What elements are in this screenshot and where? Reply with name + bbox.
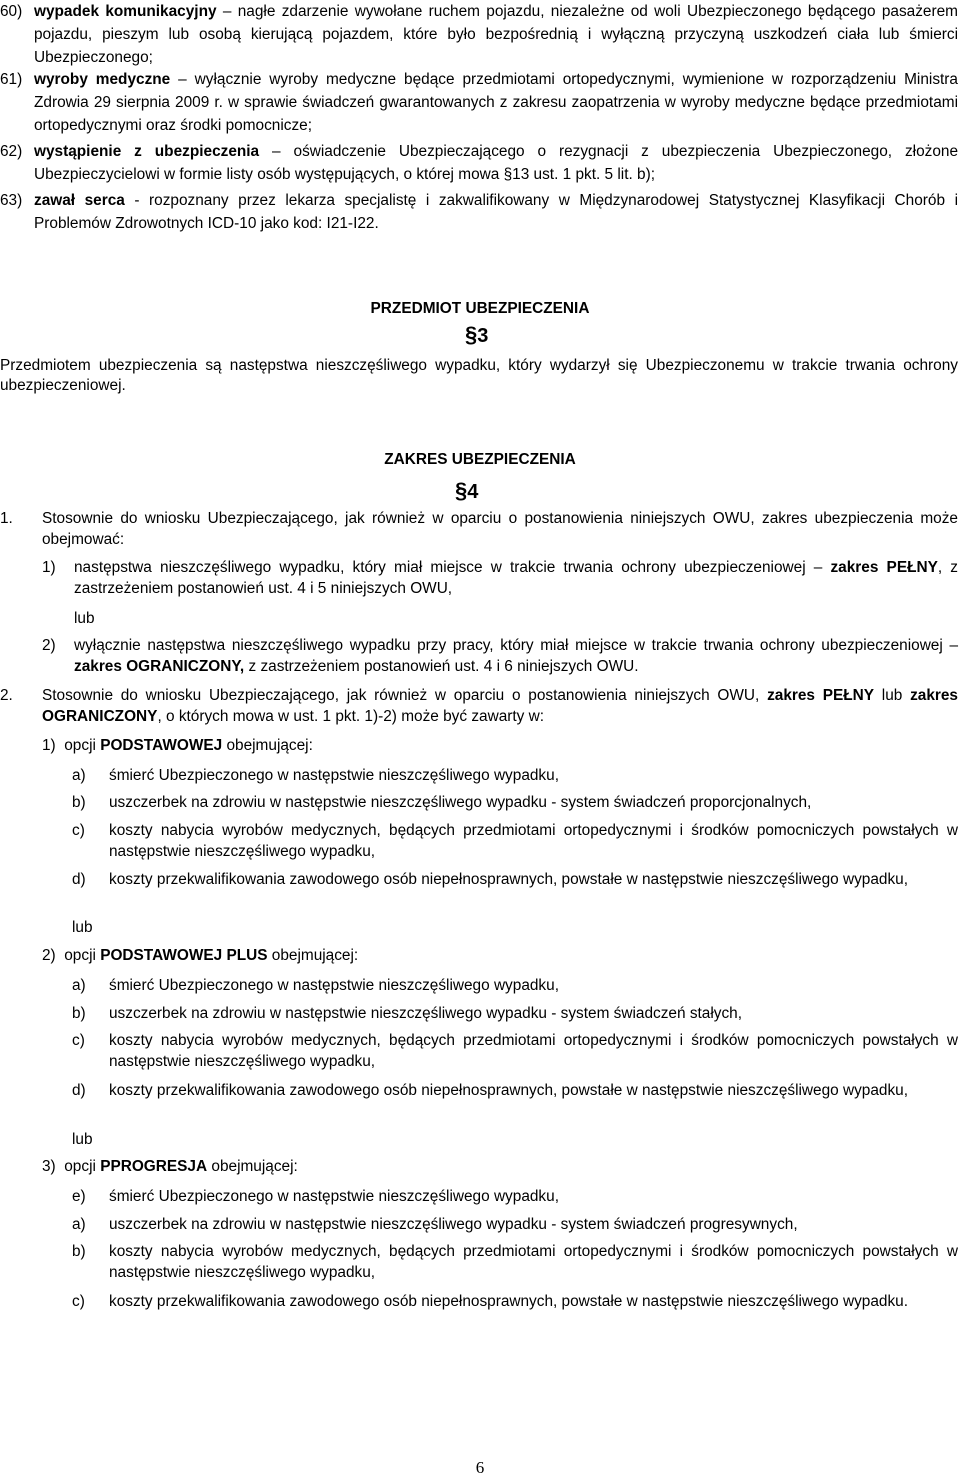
definition-term: wystąpienie z ubezpieczenia	[34, 143, 260, 160]
option-2-item-a: a) śmierć Ubezpieczonego w następstwie nieszczęśliwego wypadku,	[72, 977, 559, 994]
option-3-item-b: b) koszty nabycia wyrobów medycznych, będących przedmiotami ortopedycznymi i środków pomocniczych powstałych w następstwie nieszczęśliwego wypadku,	[72, 1243, 958, 1281]
definition-term: zawał serca	[34, 192, 125, 209]
definition-term: wypadek komunikacyjny	[34, 3, 217, 20]
definition-text: oświadczenie Ubezpieczającego o rezygnacji z ubezpieczenia Ubezpieczonego, złożone Ubezpieczycielowi w formie listy osób występujących, o której mowa §13 ust. 1 pkt. 5 lit. b);	[34, 143, 958, 183]
definition-term: wyroby medyczne	[34, 71, 171, 88]
lub-connector: lub	[72, 919, 93, 936]
definition-60: 60) wypadek komunikacyjny – nagłe zdarzenie wywołane ruchem pojazdu, niezależne od woli Ubezpieczonego będącego pasażerem pojazdu, pieszym lub osobą kierującą pojazdem, które było bezpośrednią i wyłączną przyczyną uszkodzeń ciała lub śmierci Ubezpieczonego;	[0, 0, 958, 69]
option-1-item-d: d) koszty przekwalifikowania zawodowego osób niepełnosprawnych, powstałe w następstwie nieszczęśliwego wypadku,	[72, 871, 909, 888]
section-3-number: §3	[465, 322, 489, 347]
definition-number: 63)	[0, 192, 23, 209]
option-3-item-e: e) śmierć Ubezpieczonego w następstwie nieszczęśliwego wypadku,	[72, 1188, 559, 1205]
option-2-item-b: b) uszczerbek na zdrowiu w następstwie nieszczęśliwego wypadku - system świadczeń stałych,	[72, 1005, 742, 1022]
definition-61: 61) wyroby medyczne – wyłącznie wyroby medyczne będące przedmiotami ortopedycznymi, wymienione w rozporządzeniu Ministra Zdrowia 29 sierpnia 2009 r. w sprawie świadczeń gwarantowanych z zakresu zaopatrzenia w wyroby medyczne będące przedmiotami ortopedycznymi oraz środki pomocnicze;	[0, 68, 958, 137]
page-number: 6	[475, 1458, 485, 1477]
paragraph-1-item-2: 2) wyłącznie następstwa nieszczęśliwego wypadku przy pracy, który miał miejsce w trakcie trwania ochrony ubezpieczeniowej – zakres OGRANICZONY, z zastrzeżeniem postanowień ust. 4 i 6 niniejszych OWU.	[42, 637, 958, 675]
option-3-item-a: a) uszczerbek na zdrowiu w następstwie nieszczęśliwego wypadku - system świadczeń progresywnych,	[72, 1216, 798, 1233]
paragraph-1: 1. Stosownie do wniosku Ubezpieczającego, jak również w oparciu o postanowienia niniejszych OWU, zakres ubezpieczenia może obejmować:	[0, 510, 958, 548]
section-3-text: Przedmiotem ubezpieczenia są następstwa nieszczęśliwego wypadku, który wydarzył się Ubezpieczonemu w trakcie trwania ochrony ubezpieczeniowej.	[0, 357, 958, 394]
definition-text: wyłącznie wyroby medyczne będące przedmiotami ortopedycznymi, wymienione w rozporządzeniu Ministra Zdrowia 29 sierpnia 2009 r. w sprawie świadczeń gwarantowanych z zakresu zaopatrzenia w wyroby medyczne będące przedmiotami ortopedycznymi oraz środki pomocnicze;	[34, 71, 958, 134]
definition-text: nagłe zdarzenie wywołane ruchem pojazdu, niezależne od woli Ubezpieczonego będącego pasażerem pojazdu, pieszym lub osobą kierującą pojazdem, które było bezpośrednią i wyłączną przyczyną uszkodzeń ciała lub śmierci Ubezpieczonego;	[34, 3, 958, 66]
lub-connector: lub	[72, 1131, 93, 1148]
option-1-item-b: b) uszczerbek na zdrowiu w następstwie nieszczęśliwego wypadku - system świadczeń proporcjonalnych,	[72, 794, 812, 811]
definition-number: 60)	[0, 3, 23, 20]
option-1-item-c: c) koszty nabycia wyrobów medycznych, będących przedmiotami ortopedycznymi i środków pomocniczych powstałych w następstwie nieszczęśliwego wypadku,	[72, 822, 958, 860]
lub-connector: lub	[74, 610, 95, 627]
definition-63	[0, 189, 958, 235]
definition-number: 61)	[0, 71, 23, 88]
definition-text: - rozpoznany przez lekarza specjalistę i zakwalifikowany w Międzynarodowej Statystycznej Klasyfikacji Chorób i Problemów Zdrowotnych ICD-10 jako kod: I21-I22.	[34, 192, 958, 232]
option-progresja: 3) opcji PPROGRESJA obejmującej:	[42, 1158, 298, 1175]
option-podstawowa-plus: 2) opcji PODSTAWOWEJ PLUS obejmującej:	[42, 947, 359, 964]
definition-62: 62) wystąpienie z ubezpieczenia – oświadczenie Ubezpieczającego o rezygnacji z ubezpieczenia Ubezpieczonego, złożone Ubezpieczycielowi w formie listy osób występujących, o której mowa §13 ust. 1 pkt. 5 lit. b);	[0, 140, 958, 186]
option-2-item-c: c) koszty nabycia wyrobów medycznych, będących przedmiotami ortopedycznymi i środków pomocniczych powstałych w następstwie nieszczęśliwego wypadku,	[72, 1032, 958, 1070]
section-4-number: §4	[455, 478, 479, 503]
section-4-heading: ZAKRES UBEZPIECZENIA	[384, 451, 576, 468]
option-podstawowa: 1) opcji PODSTAWOWEJ obejmującej:	[42, 737, 313, 754]
paragraph-1-item-1: 1) następstwa nieszczęśliwego wypadku, który miał miejsce w trakcie trwania ochrony ubezpieczeniowej – zakres PEŁNY, z zastrzeżeniem postanowień ust. 4 i 5 niniejszych OWU,	[42, 559, 958, 597]
section-3-heading: PRZEDMIOT UBEZPIECZENIA	[370, 300, 590, 317]
option-2-item-d: d) koszty przekwalifikowania zawodowego osób niepełnosprawnych, powstałe w następstwie nieszczęśliwego wypadku,	[72, 1082, 909, 1099]
definition-number: 62)	[0, 143, 23, 160]
option-1-item-a: a) śmierć Ubezpieczonego w następstwie nieszczęśliwego wypadku,	[72, 767, 559, 784]
option-3-item-c: c) koszty przekwalifikowania zawodowego osób niepełnosprawnych, powstałe w następstwie nieszczęśliwego wypadku.	[72, 1293, 909, 1310]
paragraph-2: 2. Stosownie do wniosku Ubezpieczającego, jak również w oparciu o postanowienia niniejszych OWU, zakres PEŁNY lub zakres OGRANICZONY, o których mowa w ust. 1 pkt. 1)-2) może być zawarty w:	[0, 687, 958, 725]
